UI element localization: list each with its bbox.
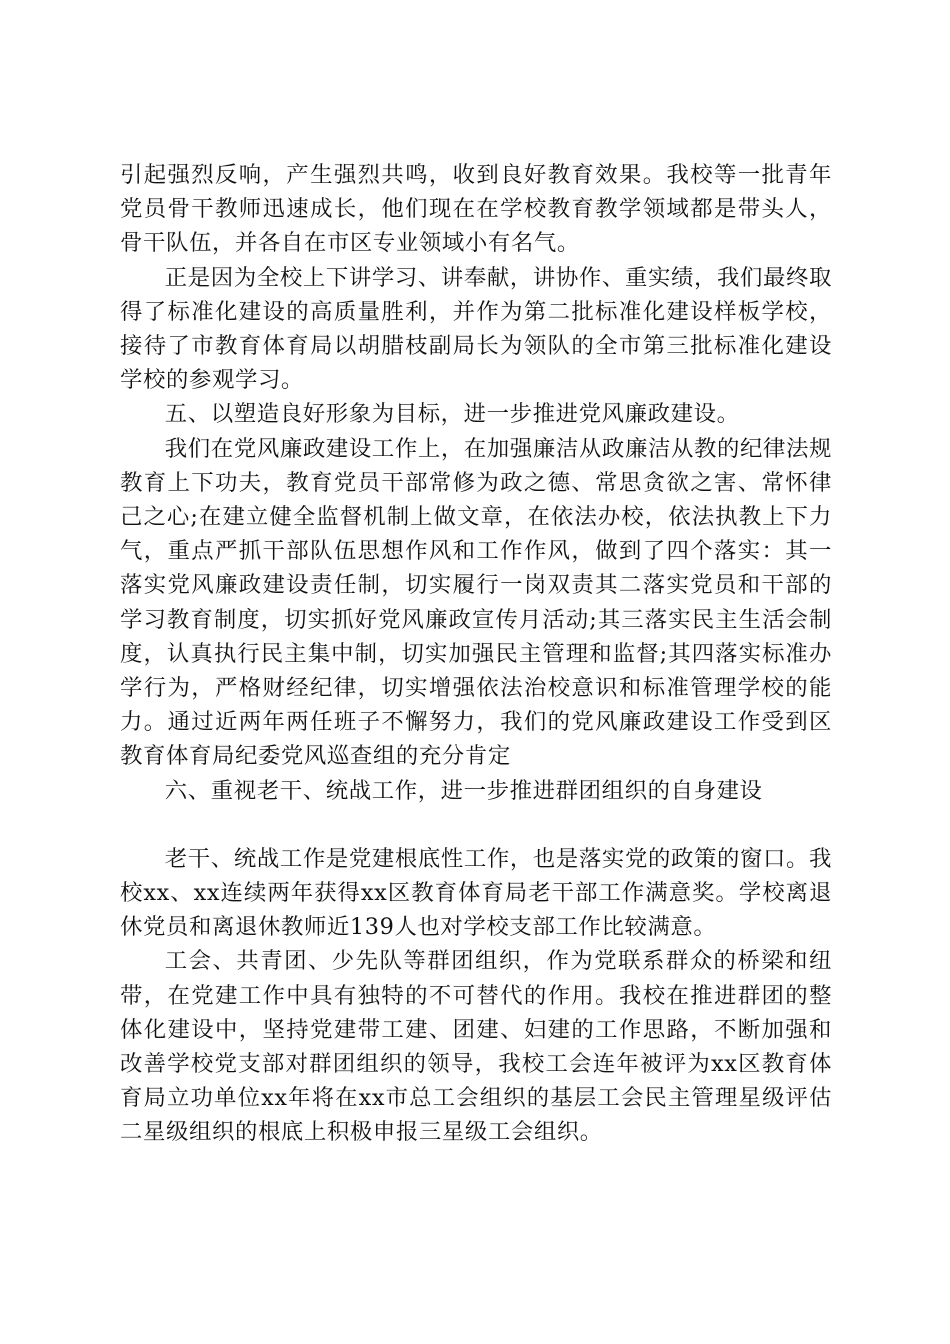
paragraph-retired-cadres: 老干、统战工作是党建根底性工作，也是落实党的政策的窗口。我校xx、xx连续两年获得xx区教育体育局老干部工作满意奖。学校离退休党员和离退休教师近139人也对学校支部工作比较满意。 — [120, 845, 832, 941]
paragraph-mass-organizations: 工会、共青团、少先队等群团组织，作为党联系群众的桥梁和纽带，在党建工作中具有独特的不可替代的作用。我校在推进群团的整体化建设中，坚持党建带工建、团建、妇建的工作思路，不断加强和改善学校党支部对群团组织的领导，我校工会连年被评为xx区教育体育局立功单位xx年将在xx市总工会组织的基层工会民主管理星级评估二星级组织的根底上积极申报三星级工会组织。 — [120, 948, 832, 1146]
section-heading-five: 五、以塑造良好形象为目标，进一步推进党风廉政建设。 — [164, 401, 740, 428]
paragraph-standardization: 正是因为全校上下讲学习、讲奉献，讲协作、重实绩，我们最终取得了标准化建设的高质量胜利，并作为第二批标准化建设样板学校，接待了市教育体育局以胡腊枝副局长为领队的全市第三批标准化建设学校的参观学习。 — [120, 264, 832, 394]
paragraph-integrity: 我们在党风廉政建设工作上，在加强廉洁从政廉洁从教的纪律法规教育上下功夫，教育党员干部常修为政之德、常思贪欲之害、常怀律己之心;在建立健全监督机制上做文章，在依法办校，依法执教上下力气，重点严抓干部队伍思想作风和工作作风，做到了四个落实：其一落实党风廉政建设责任制，切实履行一岗双责其二落实党员和干部的学习教育制度，切实抓好党风廉政宣传月活动;其三落实民主生活会制度，认真执行民主集中制，切实加强民主管理和监督;其四落实标准办学行为，严格财经纪律，切实增强依法治校意识和标准管理学校的能力。通过近两年两任班子不懈努力，我们的党风廉政建设工作受到区教育体育局纪委党风巡查组的充分肯定 — [120, 435, 832, 770]
section-heading-six: 六、重视老干、统战工作，进一步推进群团组织的自身建设 — [164, 777, 763, 804]
blank-line — [120, 808, 832, 842]
paragraph-continuation: 引起强烈反响，产生强烈共鸣，收到良好教育效果。我校等一批青年党员骨干教师迅速成长，他们现在在学校教育教学领域都是带头人，骨干队伍，并各自在市区专业领域小有名气。 — [120, 162, 832, 257]
document-body — [120, 158, 832, 1150]
